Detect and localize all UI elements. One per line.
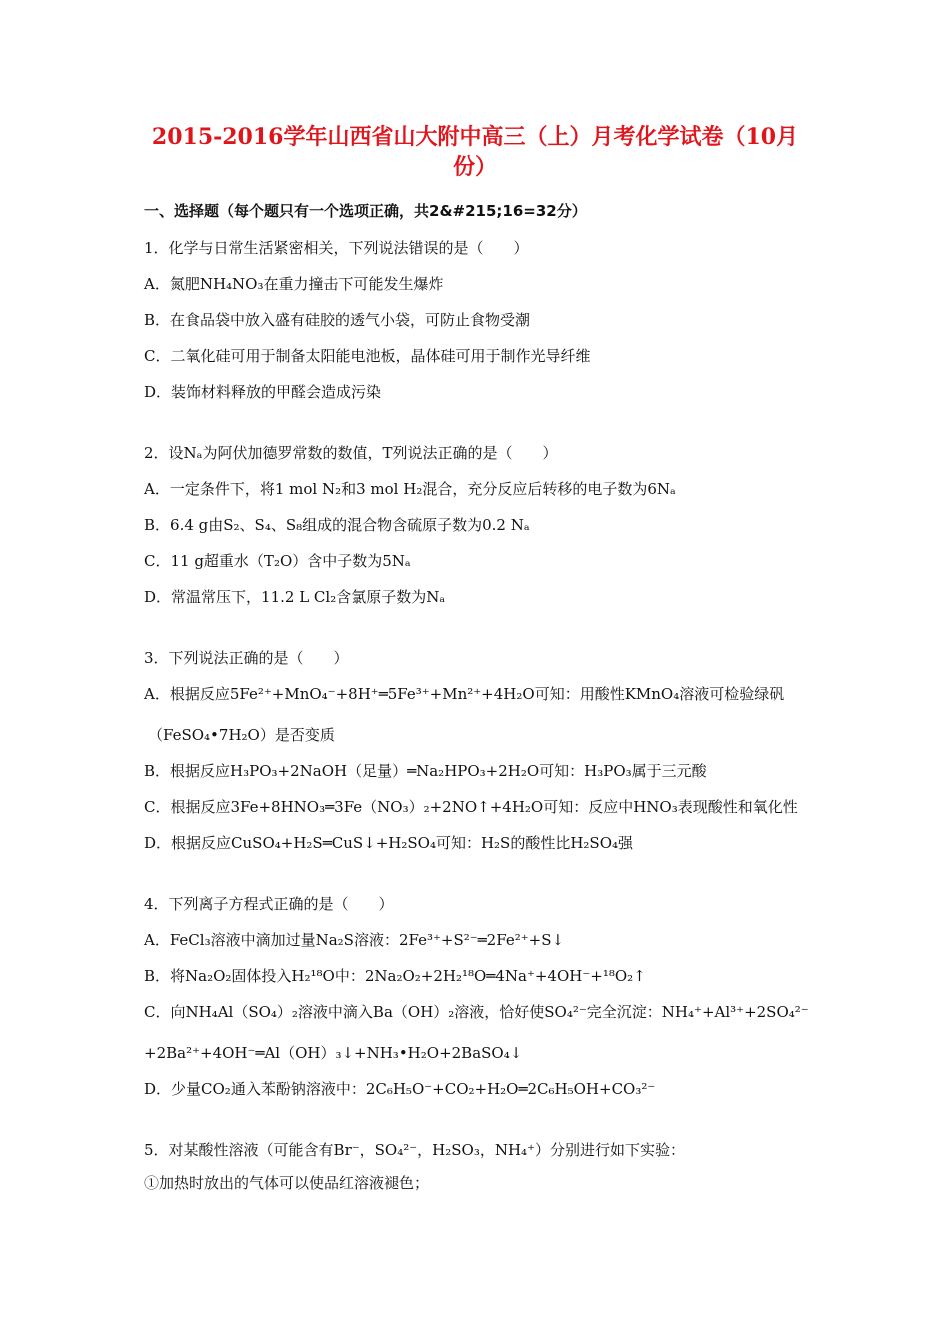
question-2-option-c: C．11 g超重水（T₂O）含中子数为5Nₐ [144, 552, 411, 570]
question-2-option-b: B．6.4 g由S₂、S₄、S₈组成的混合物含硫原子数为0.2 Nₐ [144, 516, 530, 534]
question-1-option-d: D．装饰材料释放的甲醛会造成污染 [144, 383, 382, 401]
question-4-option-b: B．将Na₂O₂固体投入H₂¹⁸O中：2Na₂O₂+2H₂¹⁸O═4Na⁺+4OH⁻+¹⁸O₂↑ [144, 967, 646, 985]
question-5-item-1: ①加热时放出的气体可以使品红溶液褪色； [144, 1174, 430, 1192]
question-2-option-a: A．一定条件下，将1 mol N₂和3 mol H₂混合，充分反应后转移的电子数为6Nₐ [144, 480, 676, 498]
question-4-stem: 4．下列离子方程式正确的是（ ） [144, 895, 394, 913]
question-1-option-c: C．二氧化硅可用于制备太阳能电池板，晶体硅可用于制作光导纤维 [144, 347, 591, 365]
section-heading: 一、选择题（每个题只有一个选项正确，共2&#215;16=32分） [144, 202, 587, 220]
exam-title [150, 122, 800, 182]
question-2-stem: 2．设Nₐ为阿伏加德罗常数的数值，T列说法正确的是（ ） [144, 444, 558, 462]
question-3-stem: 3．下列说法正确的是（ ） [144, 649, 349, 667]
question-4-option-c-continued: +2Ba²⁺+4OH⁻═Al（OH）₃↓+NH₃•H₂O+2BaSO₄↓ [144, 1044, 523, 1062]
question-3-option-c: C．根据反应3Fe+8HNO₃═3Fe（NO₃）₂+2NO↑+4H₂O可知：反应中HNO₃表现酸性和氧化性 [144, 798, 798, 816]
question-1-stem: 1．化学与日常生活紧密相关，下列说法错误的是（ ） [144, 239, 529, 257]
question-4-option-a: A．FeCl₃溶液中滴加过量Na₂S溶液：2Fe³⁺+S²⁻═2Fe²⁺+S↓ [144, 931, 565, 949]
question-5-stem: 5．对某酸性溶液（可能含有Br⁻，SO₄²⁻，H₂SO₃，NH₄⁺）分别进行如下实验： [144, 1141, 685, 1159]
question-3-option-a-continued: （FeSO₄•7H₂O）是否变质 [148, 726, 335, 744]
question-4-option-c: C．向NH₄Al（SO₄）₂溶液中滴入Ba（OH）₂溶液，恰好使SO₄²⁻完全沉淀：NH₄⁺+Al³⁺+2SO₄²⁻ [144, 1003, 809, 1021]
exam-title-line-1: 2015-2016学年山西省山大附中高三（上）月考化学试卷（10月 [151, 124, 799, 150]
question-3-option-a: A．根据反应5Fe²⁺+MnO₄⁻+8H⁺═5Fe³⁺+Mn²⁺+4H₂O可知：用酸性KMnO₄溶液可检验绿矾 [144, 685, 785, 703]
exam-title-line-2: 份） [452, 154, 497, 180]
question-2-option-d: D．常温常压下，11.2 L Cl₂含氯原子数为Nₐ [144, 588, 446, 606]
question-1-option-b: B．在食品袋中放入盛有硅胶的透气小袋，可防止食物受潮 [144, 311, 531, 329]
question-4-option-d: D．少量CO₂通入苯酚钠溶液中：2C₆H₅O⁻+CO₂+H₂O═2C₆H₅OH+CO₃²⁻ [144, 1080, 656, 1098]
question-3-option-b: B．根据反应H₃PO₃+2NaOH（足量）═Na₂HPO₃+2H₂O可知：H₃PO₃属于三元酸 [144, 762, 707, 780]
question-1-option-a: A．氮肥NH₄NO₃在重力撞击下可能发生爆炸 [144, 275, 444, 293]
question-3-option-d: D．根据反应CuSO₄+H₂S═CuS↓+H₂SO₄可知：H₂S的酸性比H₂SO₄强 [144, 834, 634, 852]
